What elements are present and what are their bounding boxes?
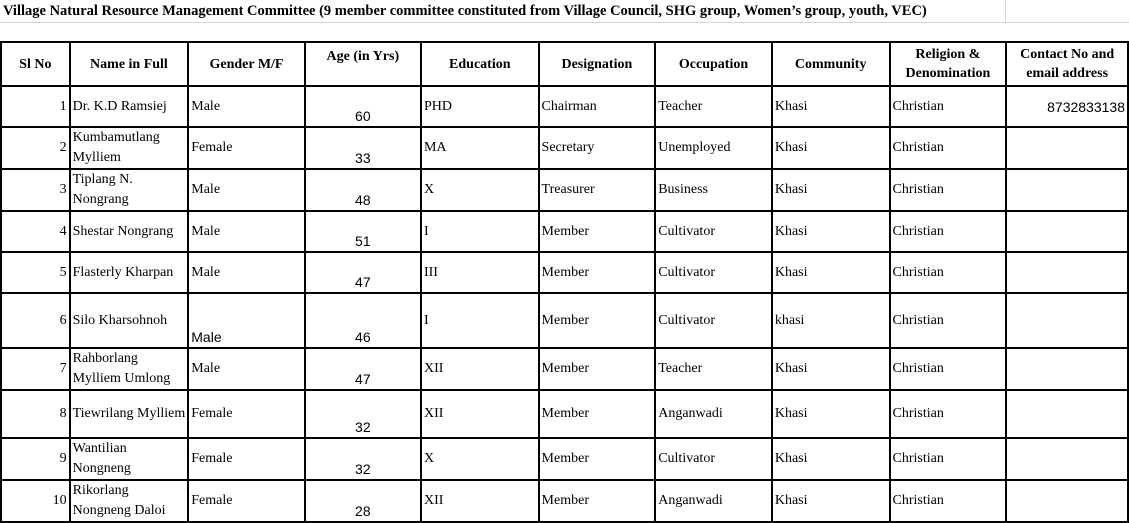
cell-religion[interactable]: Christian (890, 127, 1007, 169)
cell-occupation[interactable]: Cultivator (655, 211, 772, 252)
cell-community[interactable]: khasi (772, 293, 890, 348)
cell-name[interactable]: Wantilian Nongneng (70, 438, 189, 480)
cell-designation[interactable]: Member (539, 390, 656, 438)
cell-occupation[interactable]: Teacher (655, 348, 772, 390)
cell-gender[interactable]: Female (188, 480, 304, 522)
cell-gender[interactable]: Male (188, 348, 304, 390)
cell-occupation[interactable]: Cultivator (655, 252, 772, 293)
header-education[interactable]: Education (421, 42, 539, 86)
cell-education[interactable]: III (421, 252, 539, 293)
cell-gender[interactable]: Female (188, 390, 304, 438)
cell-religion[interactable]: Christian (890, 86, 1007, 127)
cell-education[interactable]: X (421, 169, 539, 211)
header-age[interactable]: Age (in Yrs) (305, 42, 421, 86)
cell-education[interactable]: XII (421, 480, 539, 522)
cell-contact[interactable] (1006, 127, 1128, 169)
cell-age[interactable]: 60 (305, 86, 421, 127)
cell-religion[interactable]: Christian (890, 169, 1007, 211)
cell-gender[interactable]: Male (188, 252, 304, 293)
table-row (1, 86, 1128, 127)
cell-contact[interactable] (1006, 480, 1128, 522)
cell-designation[interactable]: Member (539, 348, 656, 390)
cell-occupation[interactable]: Anganwadi (655, 390, 772, 438)
cell-designation[interactable]: Secretary (539, 127, 656, 169)
table-row (1, 480, 1128, 522)
cell-age[interactable]: 46 (305, 293, 421, 348)
cell-gender[interactable]: Female (188, 438, 304, 480)
cell-name[interactable]: Rahborlang Mylliem Umlong (70, 348, 189, 390)
cell-name[interactable]: Tiewrilang Mylliem (70, 390, 189, 438)
cell-designation[interactable]: Member (539, 480, 656, 522)
cell-religion[interactable]: Christian (890, 293, 1007, 348)
cell-community[interactable]: Khasi (772, 169, 890, 211)
table-row (1, 293, 1128, 348)
cell-sl[interactable]: 9 (1, 438, 70, 480)
committee-table (0, 41, 1129, 523)
cell-designation[interactable]: Member (539, 293, 656, 348)
cell-contact[interactable] (1006, 169, 1128, 211)
cell-sl[interactable]: 1 (1, 86, 70, 127)
cell-occupation[interactable]: Anganwadi (655, 480, 772, 522)
cell-community[interactable]: Khasi (772, 211, 890, 252)
cell-education[interactable]: MA (421, 127, 539, 169)
cell-contact[interactable] (1006, 211, 1128, 252)
cell-occupation[interactable]: Teacher (655, 86, 772, 127)
cell-designation[interactable]: Member (539, 211, 656, 252)
header-name[interactable]: Name in Full (70, 42, 189, 86)
table-row (1, 390, 1128, 438)
cell-sl[interactable]: 6 (1, 293, 70, 348)
cell-age[interactable]: 32 (305, 390, 421, 438)
table-row (1, 438, 1128, 480)
cell-community[interactable]: Khasi (772, 348, 890, 390)
cell-sl[interactable]: 2 (1, 127, 70, 169)
cell-religion[interactable]: Christian (890, 252, 1007, 293)
cell-designation[interactable]: Member (539, 438, 656, 480)
header-designation[interactable]: Designation (539, 42, 656, 86)
cell-education[interactable]: I (421, 293, 539, 348)
cell-community[interactable]: Khasi (772, 252, 890, 293)
table-row (1, 252, 1128, 293)
cell-contact[interactable] (1006, 438, 1128, 480)
cell-education[interactable]: XII (421, 390, 539, 438)
sheet-title: Village Natural Resource Management Committee (9 member committee constituted from Village Council, SHG group, Women’s group, youth, VEC) (3, 3, 927, 19)
cell-community[interactable]: Khasi (772, 390, 890, 438)
title-row-gridline (0, 22, 1129, 23)
cell-education[interactable]: I (421, 211, 539, 252)
table-row (1, 127, 1128, 169)
table-row (1, 348, 1128, 390)
cell-age[interactable]: 47 (305, 348, 421, 390)
cell-gender[interactable]: Female (188, 127, 304, 169)
cell-sl[interactable]: 4 (1, 211, 70, 252)
header-sl-no[interactable]: Sl No (1, 42, 70, 86)
cell-age[interactable]: 51 (305, 211, 421, 252)
cell-community[interactable]: Khasi (772, 86, 890, 127)
cell-religion[interactable]: Christian (890, 390, 1007, 438)
table-row (1, 169, 1128, 211)
cell-name[interactable]: Shestar Nongrang (70, 211, 189, 252)
header-row (1, 42, 1128, 86)
cell-name[interactable]: Tiplang N. Nongrang (70, 169, 189, 211)
cell-sl[interactable]: 3 (1, 169, 70, 211)
cell-contact[interactable] (1006, 390, 1128, 438)
cell-name[interactable]: Kumbamutlang Mylliem (70, 127, 189, 169)
cell-gender[interactable]: Male (188, 211, 304, 252)
cell-gender[interactable]: Male (188, 86, 304, 127)
cell-religion[interactable]: Christian (890, 348, 1007, 390)
cell-age[interactable]: 33 (305, 127, 421, 169)
cell-contact[interactable] (1006, 252, 1128, 293)
cell-occupation[interactable]: Unemployed (655, 127, 772, 169)
table-row (1, 211, 1128, 252)
cell-community[interactable]: Khasi (772, 127, 890, 169)
cell-designation[interactable]: Treasurer (539, 169, 656, 211)
header-religion[interactable]: Religion & Denomination (890, 42, 1007, 86)
cell-education[interactable]: XII (421, 348, 539, 390)
cell-name[interactable]: Silo Kharsohnoh (70, 293, 189, 348)
cell-name[interactable]: Dr. K.D Ramsiej (70, 86, 189, 127)
cell-age[interactable]: 48 (305, 169, 421, 211)
cell-sl[interactable]: 5 (1, 252, 70, 293)
cell-age[interactable]: 47 (305, 252, 421, 293)
cell-age[interactable]: 28 (305, 480, 421, 522)
cell-occupation[interactable]: Cultivator (655, 293, 772, 348)
cell-gender[interactable]: Male (188, 293, 304, 348)
header-occupation[interactable]: Occupation (655, 42, 772, 86)
header-community[interactable]: Community (772, 42, 890, 86)
cell-community[interactable]: Khasi (772, 480, 890, 522)
cell-education[interactable]: X (421, 438, 539, 480)
header-contact[interactable]: Contact No and email address (1006, 42, 1128, 86)
cell-contact[interactable]: 8732833138 (1006, 86, 1128, 127)
cell-religion[interactable]: Christian (890, 211, 1007, 252)
cell-religion[interactable]: Christian (890, 438, 1007, 480)
cell-name[interactable]: Flasterly Kharpan (70, 252, 189, 293)
cell-sl[interactable]: 10 (1, 480, 70, 522)
cell-occupation[interactable]: Cultivator (655, 438, 772, 480)
cell-designation[interactable]: Chairman (539, 86, 656, 127)
cell-occupation[interactable]: Business (655, 169, 772, 211)
cell-gender[interactable]: Male (188, 169, 304, 211)
title-row-cell-divider (1005, 0, 1006, 22)
cell-sl[interactable]: 7 (1, 348, 70, 390)
cell-contact[interactable] (1006, 293, 1128, 348)
cell-sl[interactable]: 8 (1, 390, 70, 438)
cell-religion[interactable]: Christian (890, 480, 1007, 522)
header-gender[interactable]: Gender M/F (188, 42, 304, 86)
cell-contact[interactable] (1006, 348, 1128, 390)
cell-education[interactable]: PHD (421, 86, 539, 127)
cell-age[interactable]: 32 (305, 438, 421, 480)
cell-community[interactable]: Khasi (772, 438, 890, 480)
cell-designation[interactable]: Member (539, 252, 656, 293)
cell-name[interactable]: Rikorlang Nongneng Daloi (70, 480, 189, 522)
